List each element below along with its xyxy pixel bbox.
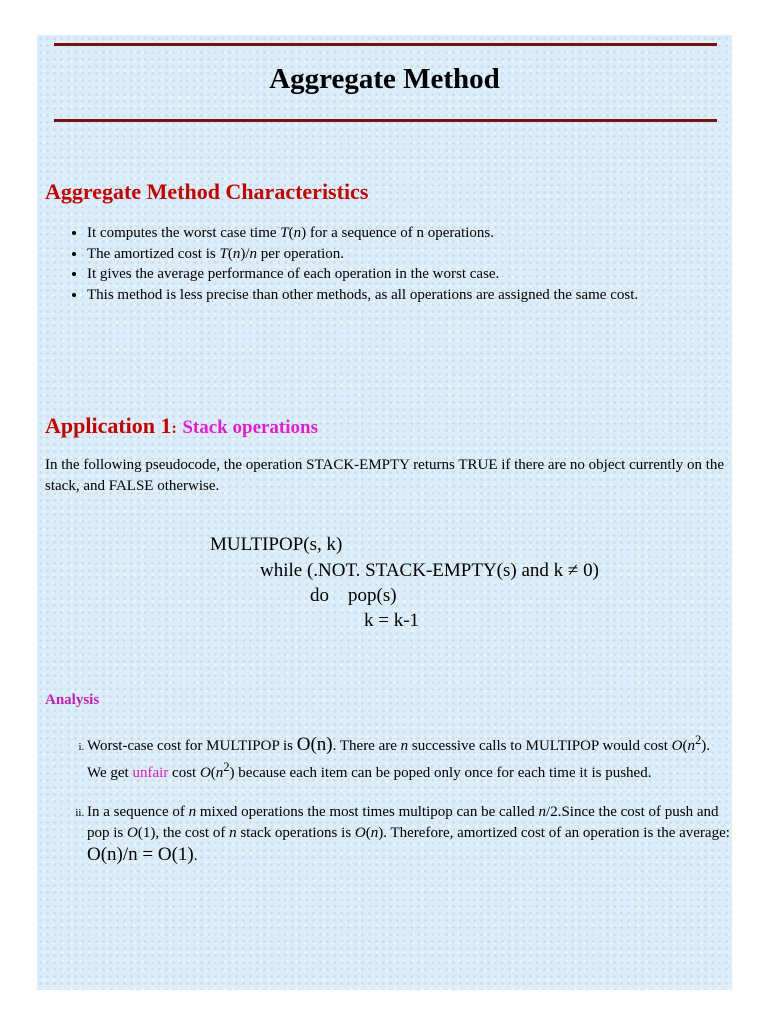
code-line: k = k-1: [364, 610, 420, 631]
code-line: do pop(s): [310, 585, 397, 606]
analysis-list: [67, 730, 732, 867]
analysis-heading: Analysis: [45, 692, 100, 708]
list-item: • It computes the worst case time T(n) for a sequence of n operations.: [87, 223, 727, 244]
top-rule: [54, 43, 717, 46]
list-item: ii. In a sequence of n mixed operations the most times multipop can be called n/2.Since the cost of push and pop is O(1), the cost of n stack operations is O(n). Therefore, amortized cost of an operation is the average: O(n)/n = O(1).: [87, 802, 732, 867]
page-title: Aggregate Method: [269, 63, 500, 95]
code-line: while (.NOT. STACK-EMPTY(s) and k ≠ 0): [260, 560, 599, 581]
characteristics-list: [67, 223, 727, 305]
list-item: i. Worst-case cost for MULTIPOP is O(n). There are n successive calls to MULTIPOP would cost $O(n^2)$. We get unfair cost $O(n^2)$ because each item can be poped only once for each time it is pushed.: [87, 730, 732, 784]
code-line: MULTIPOP(s, k): [210, 534, 343, 555]
application-heading: Application 1: Stack operations: [45, 413, 319, 438]
list-item: • The amortized cost is T(n)/n per operation.: [87, 244, 727, 265]
characteristics-heading: Aggregate Method Characteristics: [45, 179, 369, 204]
list-item: • It gives the average performance of each operation in the worst case.: [87, 264, 727, 285]
bottom-rule: [54, 119, 717, 122]
application-subtitle: Stack operations: [182, 417, 319, 438]
application-paragraph: In the following pseudocode, the operation STACK-EMPTY returns TRUE if there are no object currently on the stack, and FALSE otherwise.: [45, 457, 725, 494]
list-item: • This method is less precise than other methods, as all operations are assigned the same cost.: [87, 285, 727, 306]
document-page: [37, 35, 732, 990]
unfair-word: unfair: [132, 765, 169, 781]
